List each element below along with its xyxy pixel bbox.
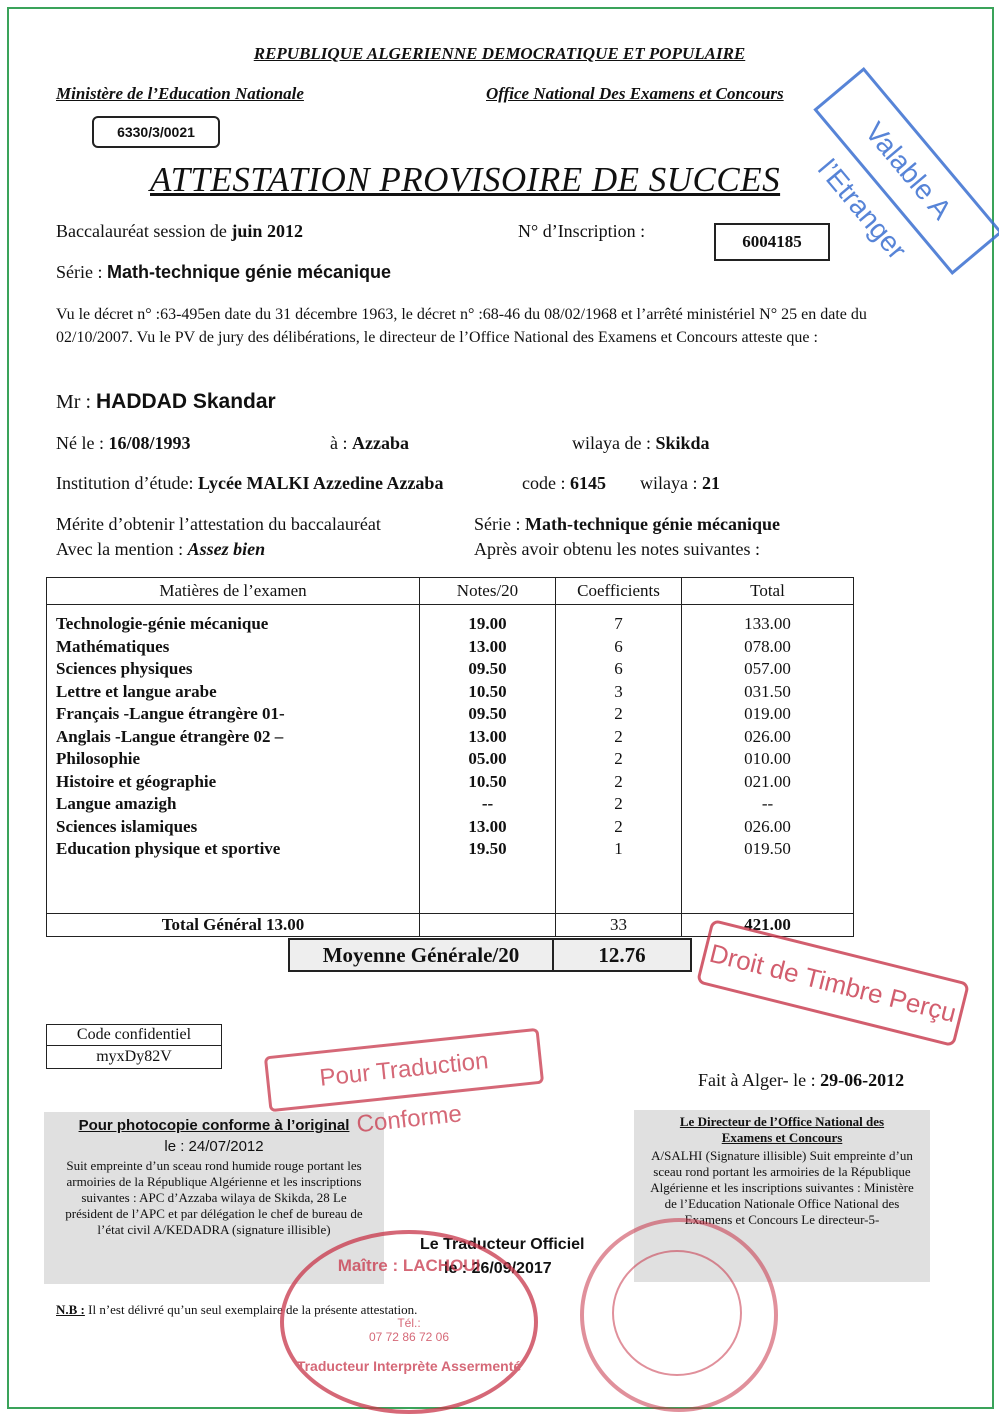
confidential-code-box (46, 1024, 222, 1069)
wilaya-value: Skikda (655, 433, 710, 453)
moyenne-box (288, 938, 692, 972)
subject-cell: Education physique et sportive (56, 839, 281, 858)
inst-wilaya-label: wilaya : (640, 473, 698, 493)
birth-place (330, 433, 409, 454)
birth-wilaya (572, 433, 710, 454)
photocopy-text: Suit empreinte d’un sceau rond humide rouge portant les armoiries de la République Algérienne et les inscriptions suivantes : APC d’Azzaba wilaya de Skikda, 28 Le président de l’APC et par délégation le chef de bureau de l’état civil A/KEDADRA (signature illisible) (65, 1158, 363, 1237)
subject-cell: Lettre et langue arabe (56, 681, 217, 701)
wilaya-label: wilaya de : (572, 433, 651, 453)
subject-cell: Histoire et géographie (56, 771, 217, 791)
note-cell: 10.50 (468, 681, 507, 701)
total-cell: 019.00 (744, 704, 791, 723)
traduction-stamp-text: Pour Traduction Conforme (318, 1047, 490, 1139)
candidate-line (56, 390, 276, 414)
coef-cell: 2 (614, 704, 623, 723)
note-cell: 19.50 (468, 839, 507, 858)
coef-cell: 2 (614, 726, 623, 746)
subject-cell: Mathématiques (56, 636, 170, 656)
subject-cell: Anglais -Langue étrangère 02 – (56, 726, 284, 746)
valable-stamp-text: Valable A l’Etranger (812, 116, 958, 266)
institution-value: Lycée MALKI Azzedine Azzaba (197, 473, 444, 493)
inst-wilaya-value: 21 (701, 473, 720, 493)
fait-line (698, 1070, 904, 1091)
nb-label: N.B : (56, 1302, 85, 1317)
serie-line (56, 262, 391, 283)
note-cell: 13.00 (468, 816, 507, 836)
coef-cell: 2 (614, 771, 623, 791)
header-subject: Matières de l’examen (47, 578, 420, 605)
total-coef: 33 (556, 914, 682, 937)
photocopy-title: Pour photocopie conforme à l’original (78, 1117, 350, 1134)
code-value: 6145 (569, 473, 606, 493)
subjects-column (47, 605, 420, 914)
birth-line (56, 433, 191, 454)
moyenne-value: 12.76 (598, 943, 646, 967)
inscription-box (714, 223, 830, 261)
note-cell: -- (481, 794, 494, 813)
director-title: Le Directeur de l’Office National des Examens et Concours (679, 1114, 885, 1145)
candidate-title: Mr : (56, 391, 91, 413)
reference-number: 6330/3/0021 (117, 124, 195, 140)
republic-heading: REPUBLIQUE ALGERIENNE DEMOCRATIQUE ET POPULAIRE (253, 44, 746, 63)
merit-serie (474, 514, 780, 535)
coef-cell: 2 (614, 816, 623, 836)
serie-value: Math-technique génie mécanique (107, 262, 392, 282)
subject-cell: Sciences physiques (56, 659, 193, 678)
note-cell: 09.50 (468, 659, 507, 678)
total-cell: 010.00 (744, 749, 791, 768)
header-coefficients: Coefficients (556, 578, 682, 605)
session-value: juin 2012 (231, 221, 303, 241)
total-empty-cell (420, 914, 556, 937)
subject-cell: Langue amazigh (56, 794, 177, 813)
subject-cell: Technologie-génie mécanique (56, 614, 269, 633)
mention-label: Avec la mention : (56, 539, 184, 559)
total-cell: 021.00 (744, 771, 791, 791)
note-cell: 19.00 (468, 614, 507, 633)
subject-cell: Français -Langue étrangère 01- (56, 704, 285, 723)
birth-date: 16/08/1993 (108, 433, 191, 453)
coef-cell: 2 (614, 749, 623, 768)
translator-title: Le Traducteur Officiel (420, 1236, 585, 1253)
coef-cell: 2 (614, 794, 623, 813)
note-cell: 09.50 (468, 704, 507, 723)
seal-subtitle: Traducteur Interprète Assermenté (296, 1358, 522, 1374)
institution-line (56, 473, 443, 494)
inscription-label: N° d’Inscription : (518, 221, 646, 241)
confidential-value: myxDy82V (96, 1048, 172, 1065)
merit-serie-value: Math-technique génie mécanique (525, 514, 780, 534)
ministry-label: Ministère de l’Education Nationale (56, 84, 304, 103)
institution-wilaya (640, 473, 720, 494)
reference-number-box (92, 116, 220, 148)
session-label: Baccalauréat session de (56, 221, 227, 241)
seal-emblem-icon (612, 1250, 742, 1376)
coef-cell: 3 (614, 681, 623, 701)
total-cell: 026.00 (744, 726, 791, 746)
note-cell: 10.50 (468, 771, 507, 791)
note-cell: 13.00 (468, 636, 507, 656)
table-header-row (47, 578, 854, 605)
confidential-label: Code confidentiel (47, 1025, 221, 1046)
marks-table (46, 577, 854, 937)
total-cell: -- (761, 794, 774, 813)
merit-line: Mérite d’obtenir l’attestation du baccalauréat (56, 514, 381, 534)
total-cell: 078.00 (744, 636, 791, 656)
fait-date: 29-06-2012 (820, 1070, 905, 1090)
total-cell: 057.00 (744, 659, 791, 678)
header-notes: Notes/20 (420, 578, 556, 605)
official-round-seal (580, 1218, 778, 1412)
total-cell: 031.50 (744, 681, 791, 701)
nb-text: Il n’est délivré qu’un seul exemplaire de la présente attestation. (88, 1302, 418, 1317)
photocopy-date: le : 24/07/2012 (164, 1138, 264, 1155)
inscription-number: 6004185 (742, 232, 802, 251)
note-cell: 05.00 (468, 749, 507, 768)
merit-serie-label: Série : (474, 514, 521, 534)
place-label: à : (330, 433, 348, 453)
fait-label: Fait à Alger- le : (698, 1070, 816, 1090)
table-body-row (47, 605, 854, 914)
droit-timbre-text: Droit de Timbre Perçu (706, 937, 960, 1029)
birth-label: Né le : (56, 433, 104, 453)
coef-cell: 6 (614, 659, 623, 678)
total-general-label: Total Général 13.00 (47, 914, 420, 937)
session-line (56, 221, 303, 242)
serie-label: Série : (56, 262, 103, 282)
office-label: Office National Des Examens et Concours (486, 84, 784, 103)
total-sum: 421.00 (682, 914, 854, 937)
mention-value: Assez bien (187, 539, 266, 559)
seal-tel-label: Tél.: (397, 1316, 421, 1330)
candidate-name: HADDAD Skandar (96, 390, 276, 413)
coef-column (556, 605, 682, 914)
note-cell: 13.00 (468, 726, 507, 746)
total-cell: 133.00 (744, 614, 791, 633)
total-cell: 019.50 (744, 839, 791, 858)
mention-line (56, 539, 265, 560)
header-total: Total (682, 578, 854, 605)
seal-name: Maître : LACHOUI (337, 1256, 481, 1275)
moyenne-label: Moyenne Générale/20 (290, 940, 554, 970)
coef-cell: 6 (614, 636, 623, 656)
translator-seal (280, 1230, 538, 1414)
seal-tel: 07 72 86 72 06 (368, 1330, 450, 1344)
director-text: A/SALHI (Signature illisible) Suit empreinte d’un sceau rond portant les armoiries de la République Algérienne et les inscriptions suivantes : Ministère de l’Education Nationale Office National des Examens et Concours Le directeur-5- (650, 1148, 914, 1227)
notes-column (420, 605, 556, 914)
coef-cell: 1 (614, 839, 623, 858)
after-line: Après avoir obtenu les notes suivantes : (474, 539, 760, 559)
coef-cell: 7 (614, 614, 623, 633)
decree-paragraph: Vu le décret n° :63-495en date du 31 décembre 1963, le décret n° :68-46 du 08/02/1968 et l’arrêté ministériel N° 25 en date du 02/10/2007. Vu le PV de jury des délibérations, le directeur de l’Office National des Examens et Concours atteste que : (56, 306, 867, 346)
institution-code (522, 473, 606, 494)
total-cell: 026.00 (744, 816, 791, 836)
code-label: code : (522, 473, 566, 493)
subject-cell: Philosophie (56, 749, 141, 768)
total-column (682, 605, 854, 914)
institution-label: Institution d’étude: (56, 473, 194, 493)
place-value: Azzaba (352, 433, 409, 453)
document-title: ATTESTATION PROVISOIRE DE SUCCES (150, 160, 781, 199)
subject-cell: Sciences islamiques (56, 816, 198, 836)
translator-date: le : 26/09/2017 (444, 1260, 552, 1277)
